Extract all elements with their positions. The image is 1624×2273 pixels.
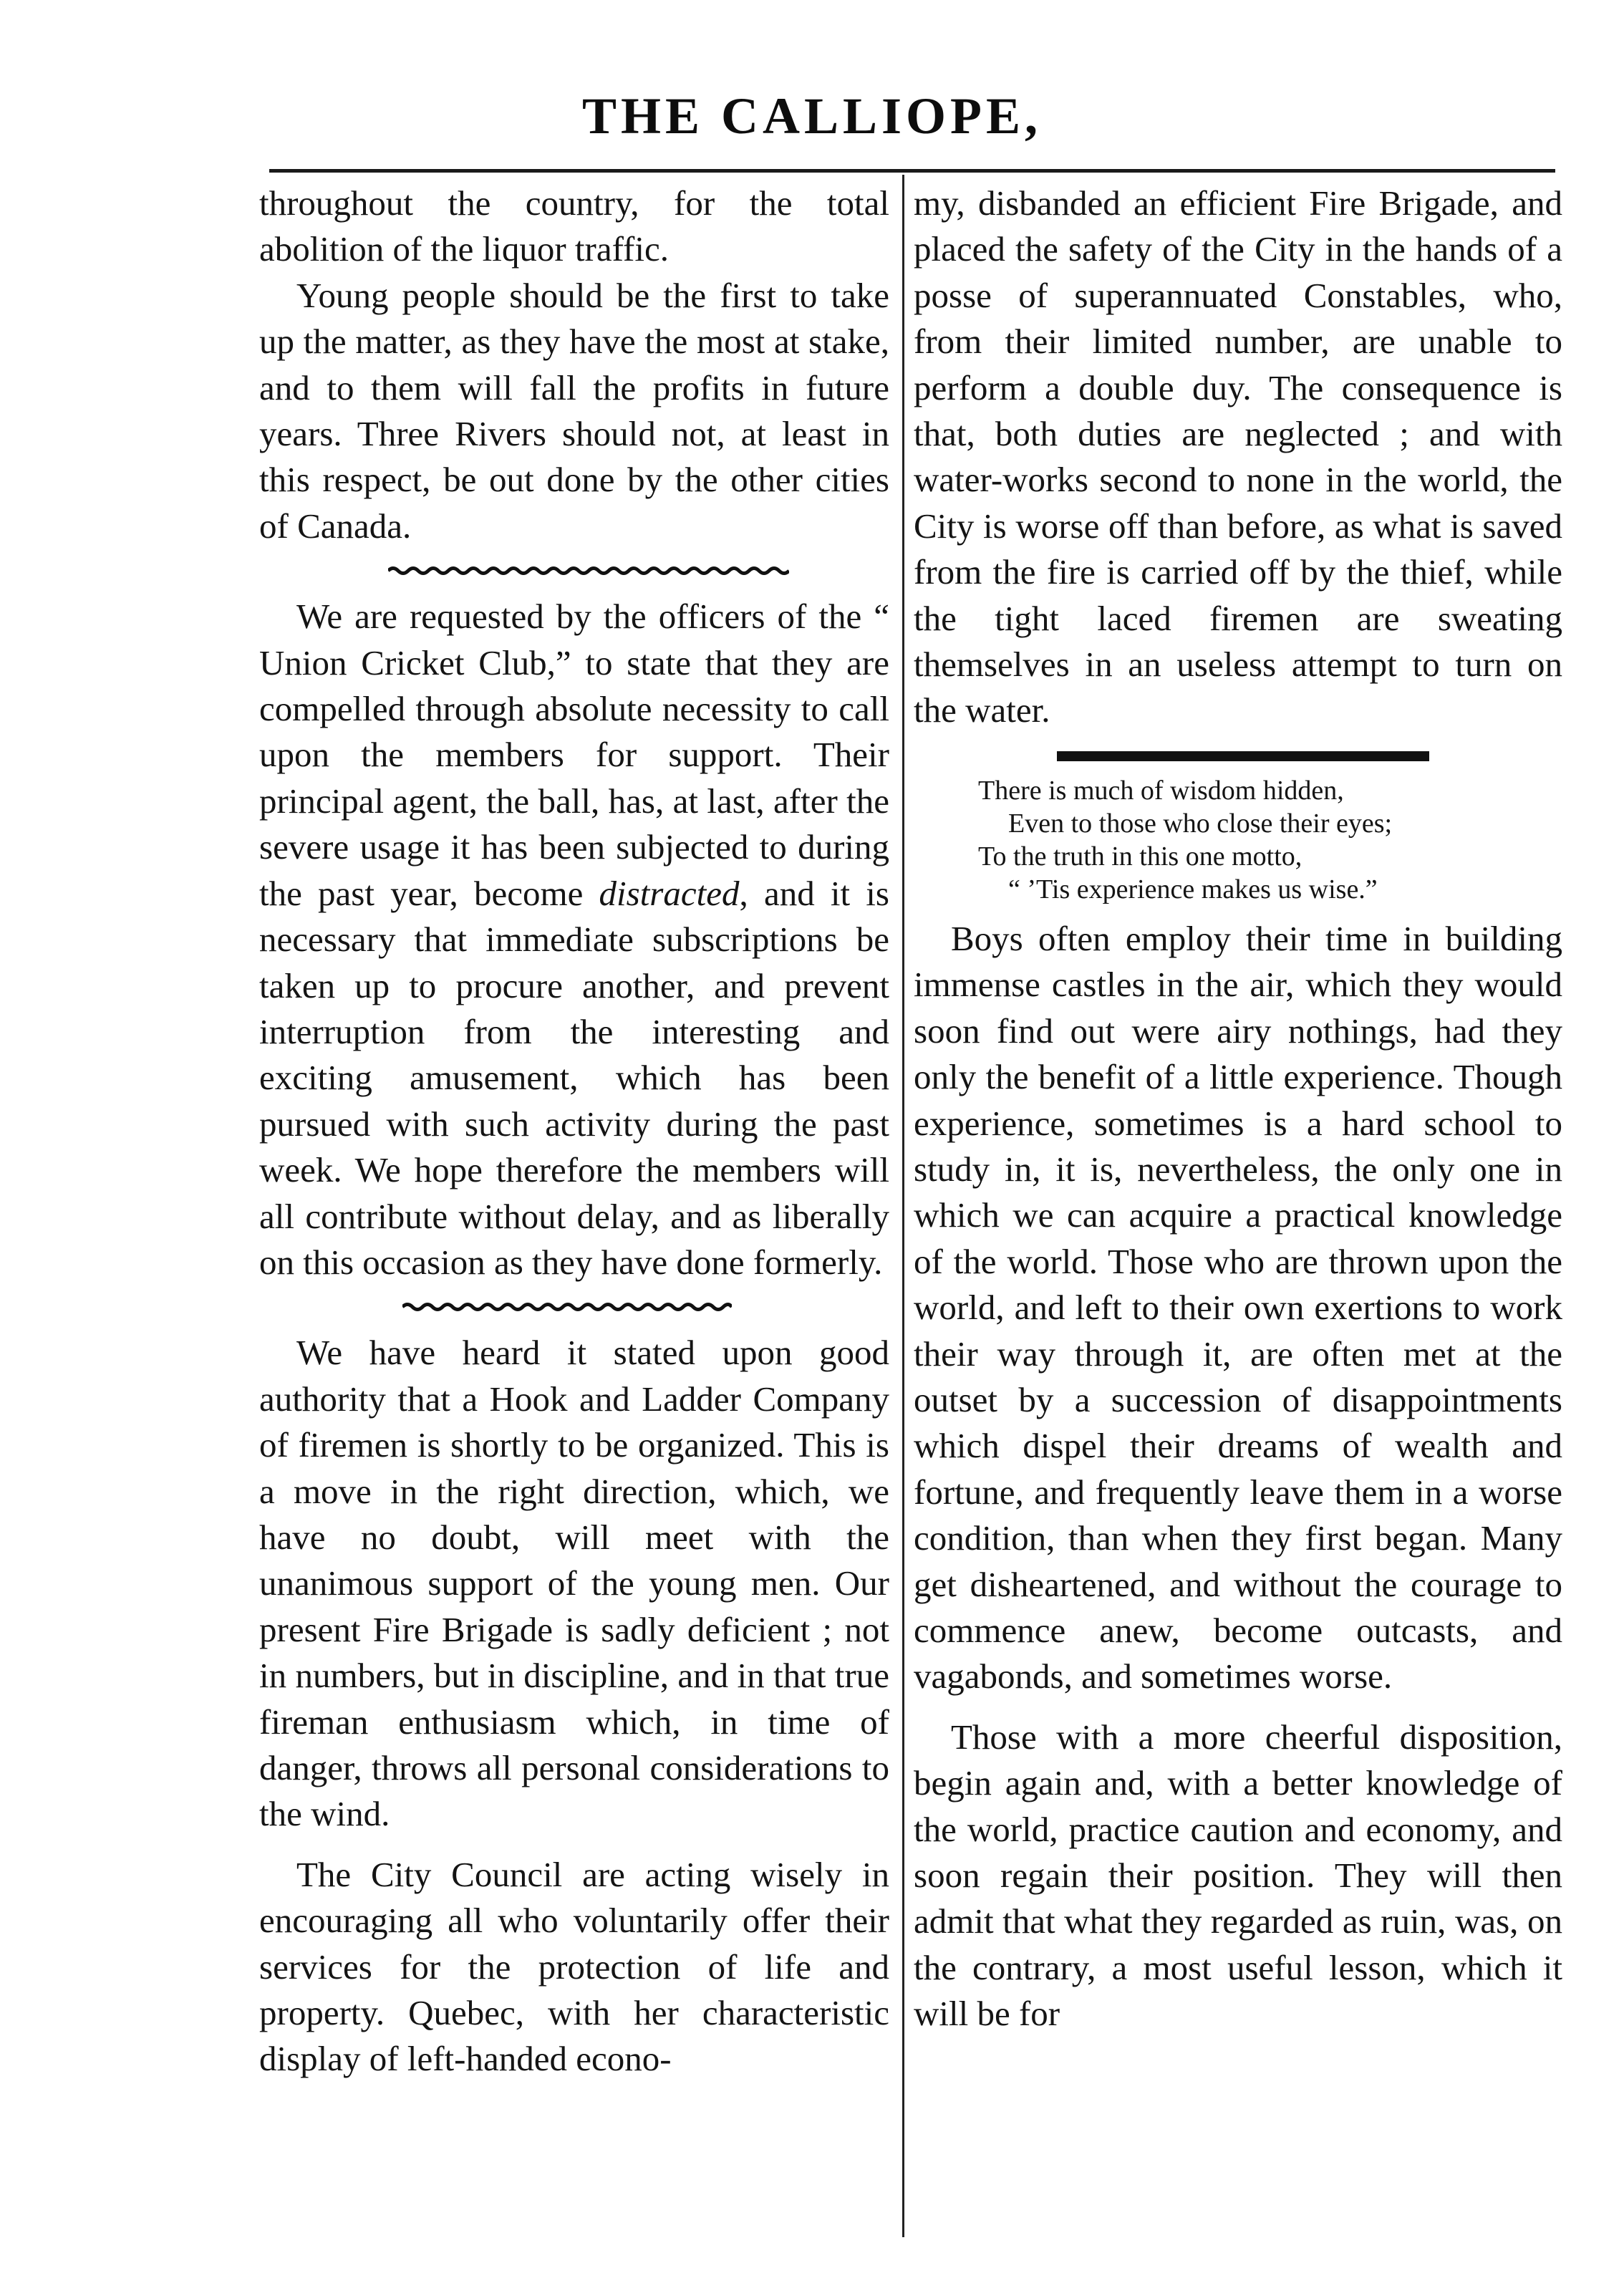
left-column: [259, 180, 889, 2083]
article-cricket-club: [259, 594, 889, 1285]
wavy-separator: [402, 1301, 732, 1313]
article-cheerful-disposition: Those with a more cheerful disposition, begin again and, with a better knowledge of the world, practice caution and economy, and soon regain their position. They will then admit that what they regarded as ruin, was, on the contrary, a most useful lesson, which it will be for: [914, 1717, 1562, 2034]
poem-stanza: [914, 774, 1562, 906]
cricket-emphasis: distracted: [599, 873, 740, 913]
column-divider: [902, 175, 904, 2237]
poem-line: Even to those who close their eyes;: [1008, 808, 1393, 839]
article-experience: Boys often employ their time in building immense castles in the air, which they would soon find out were airy nothings, had they only the benefit of a little experience. Though experience, sometimes is a hard school to study in, it is, nevertheless, the only one in which we can acquire a practical knowledge of the world. Those who are thrown upon the world, and left to their own exertions to work their way through it, are often met at the outset by a succession of disappointments which dispel their dreams of wealth and fortune, and frequently leave them in a worse condition, than when they first began. Many get disheartened, and without the courage to commence anew, become outcasts, and vagabonds, and sometimes worse.: [914, 918, 1562, 1697]
masthead-title: THE CALLIOPE,: [581, 87, 1043, 145]
header-rule: [269, 169, 1555, 173]
article-continuation: throughout the country, for the total abolition of the liquor traffic.: [259, 183, 889, 269]
article-city-council: The City Council are acting wisely in encouraging all who voluntarily offer their services for the protection of life and property. Quebec, with her characteristic display of left-handed econo-: [259, 1854, 889, 2079]
poem-line: There is much of wisdom hidden,: [978, 775, 1344, 806]
wavy-separator: [388, 565, 789, 576]
thick-separator: [1057, 751, 1429, 761]
article-fire-brigade-continuation: my, disbanded an efficient Fire Brigade, and placed the safety of the City in the hands of a posse of superannuated Constables, who, from their limited number, are unable to perform a double duy. The consequence is that, both duties are neglected ; and with water-works second to none in the world, the City is worse off than before, as what is saved from the fire is carried off by the thief, while the tight laced firemen are sweating themselves in an useless attempt to turn on the water.: [914, 183, 1562, 730]
poem-line: “ ’Tis experience makes us wise.”: [1008, 874, 1378, 904]
poem-line: To the truth in this one motto,: [978, 841, 1302, 872]
cricket-text-b: , and it is necessary that immediate subscriptions be taken up to procure another, and prevent interruption from the interesting and exciting amusement, which has been pursued with such activity during the past week. We hope therefore the members will all contribute without delay, and as liberally on this occasion as they have done formerly.: [259, 873, 889, 1282]
article-young-people: Young people should be the first to take up the matter, as they have the most at stake, and to them will fall the profits in future years. Three Rivers should not, at least in this respect, be out done by the other cities of Canada.: [259, 275, 889, 546]
right-column: [914, 180, 1562, 2037]
cricket-text-a: We are requested by the officers of the “ Union Cricket Club,” to state that they are compelled through absolute necessity to call upon the members for support. Their principal agent, the ball, has, at last, after the severe usage it has been subjected to during the past year, become: [259, 597, 889, 913]
article-hook-and-ladder: We have heard it stated upon good authority that a Hook and Ladder Company of firemen is shortly to be organized. This is a move in the right direction, which, we have no doubt, will meet with the unanimous support of the young men. Our present Fire Brigade is sadly deficient ; not in numbers, but in discipline, and in that true fireman enthusiasm which, in time of danger, throws all personal considerations to the wind.: [259, 1333, 889, 1834]
